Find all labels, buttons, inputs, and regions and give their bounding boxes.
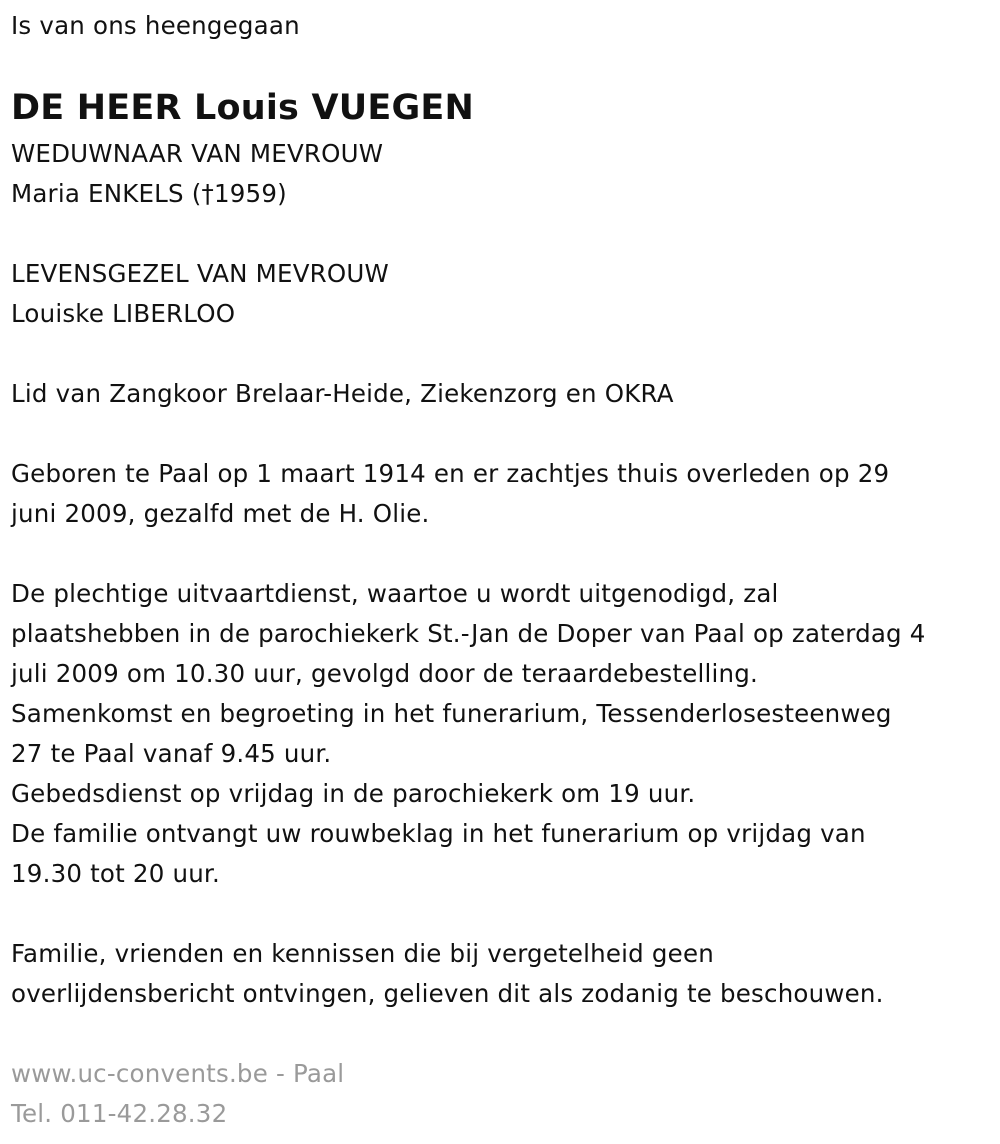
spouse-name: Maria ENKELS (†1959) <box>11 179 287 208</box>
partner-label: LEVENSGEZEL VAN MEVROUW <box>11 259 389 288</box>
funeral-home-phone: Tel. 011-42.28.32 <box>11 1099 228 1128</box>
spacer <box>11 334 991 374</box>
notice-line: overlijdensbericht ontvingen, gelieven dit als zodanig te beschouwen. <box>11 979 884 1008</box>
spacer <box>11 414 991 454</box>
service-line: Gebedsdienst op vrijdag in de parochiekerk om 19 uur. <box>11 779 696 808</box>
birth-death-line: Geboren te Paal op 1 maart 1914 en er zachtjes thuis overleden op 29 <box>11 459 890 488</box>
birth-death-line: juni 2009, gezalfd met de H. Olie. <box>11 499 430 528</box>
service-line: 27 te Paal vanaf 9.45 uur. <box>11 739 332 768</box>
intro-text: Is van ons heengegaan <box>11 11 300 40</box>
service-line: Samenkomst en begroeting in het funerarium, Tessenderlosesteenweg <box>11 699 892 728</box>
service-line: De familie ontvangt uw rouwbeklag in het funerarium op vrijdag van <box>11 819 866 848</box>
spacer <box>11 534 991 574</box>
funeral-home-website: www.uc-convents.be - Paal <box>11 1059 345 1088</box>
membership-text: Lid van Zangkoor Brelaar-Heide, Ziekenzorg en OKRA <box>11 379 674 408</box>
spacer <box>11 214 991 254</box>
service-line: 19.30 tot 20 uur. <box>11 859 220 888</box>
spacer <box>11 894 991 934</box>
service-line: De plechtige uitvaartdienst, waartoe u wordt uitgenodigd, zal <box>11 579 779 608</box>
partner-name: Louiske LIBERLOO <box>11 299 236 328</box>
deceased-name: DE HEER Louis VUEGEN <box>11 88 475 128</box>
spouse-label: WEDUWNAAR VAN MEVROUW <box>11 139 384 168</box>
spacer <box>11 1014 991 1054</box>
obituary-notice <box>11 0 991 1134</box>
service-line: juli 2009 om 10.30 uur, gevolgd door de teraardebestelling. <box>11 659 758 688</box>
service-line: plaatshebben in de parochiekerk St.-Jan de Doper van Paal op zaterdag 4 <box>11 619 926 648</box>
notice-line: Familie, vrienden en kennissen die bij vergetelheid geen <box>11 939 714 968</box>
